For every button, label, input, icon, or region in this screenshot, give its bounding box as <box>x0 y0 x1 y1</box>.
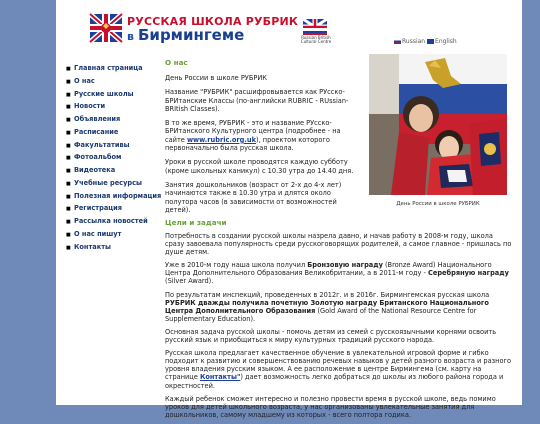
nav-item-useful-info[interactable]: ■ Полезная информация <box>66 190 158 203</box>
nav-item-announcements[interactable]: ■ Объявления <box>66 113 158 126</box>
main-content <box>165 58 361 220</box>
russia-flag-icon <box>394 39 401 44</box>
lesson-times-paragraph: Уроки в русской школе проводятся каждую субботу (кроме школьных каникул) с 10.30 утра до 14.40 дня. <box>165 158 354 175</box>
bullet-icon: ■ <box>66 91 71 98</box>
uk-flag-icon <box>427 39 434 44</box>
bullet-icon: ■ <box>66 193 71 200</box>
intro-paragraph: День России в школе РУБРИК <box>165 74 267 82</box>
goals-section <box>165 218 513 424</box>
bullet-icon: ■ <box>66 180 71 187</box>
bullet-icon: ■ <box>66 168 71 174</box>
logo-title: РУССКАЯ ШКОЛА РУБРИК <box>127 15 299 28</box>
cultural-centre-paragraph: В то же время, РУБРИК - это и название РУсско-БРИтанского Культурного центра (подробнее - на сайте www.rubric.org.uk), проектом которого первоначально была русская школа. <box>165 119 341 153</box>
bullet-icon: ■ <box>66 244 71 251</box>
rbcc-caption: Russian British Cultural Centre <box>300 35 332 44</box>
nav-item-video-library[interactable]: ■ Видеотека <box>66 164 158 177</box>
page-title: О нас <box>165 58 188 67</box>
nav-item-news[interactable]: ■ Новости <box>66 100 158 113</box>
bullet-icon: ■ <box>66 129 71 136</box>
bullet-icon: ■ <box>66 142 71 149</box>
nav-item-about[interactable]: ■ О нас <box>66 75 158 88</box>
gold-award-paragraph: По результатам инспекций, проведенных в 2012г. и в 2016г. Бирмингемская русская школа РУБРИК дважды получила почетную Золотую награду Британского Национального Центра Дополнительного Образования (Gold Award of the National Resource Centre for Supplementary Education). <box>165 290 490 323</box>
teaching-paragraph: Русская школа предлагает качественное обучение в увлекательной игровой форме и гибко подходит к развитию и совершенствованию речевых навыков у детей разного возраста и разного уровня владения русским языком. А ее расположение в центре Бирмингема (см. карту на странице Контакты") дает возможность легко добраться до школы из любого района города и окрестностей. <box>165 349 512 390</box>
nav-item-electives[interactable]: ■ Факультативы <box>66 139 158 152</box>
russia-day-photo <box>369 54 507 195</box>
bullet-icon: ■ <box>66 66 71 72</box>
nav-item-russian-schools[interactable]: ■ Русские школы <box>66 88 158 101</box>
nav-item-press[interactable]: ■ О нас пишут <box>66 228 158 241</box>
union-jack-logo-icon <box>90 14 122 42</box>
every-child-paragraph: Каждый ребенок сможет интересно и полезно провести время в русской школе, ведь помимо уроков для детей школьного возраста, у нас организованы увлекательные занятия для дошкольников, самому младшему из которых - всего полтора годика. <box>165 394 496 419</box>
rubric-website-link[interactable]: www.rubric.org.uk <box>186 135 256 144</box>
bullet-icon: ■ <box>66 155 71 162</box>
nav-item-schedule[interactable]: ■ Расписание <box>66 126 158 139</box>
nav-item-photo-album[interactable]: ■ Фотоальбом <box>66 151 158 164</box>
page <box>56 0 522 419</box>
logo-preposition: в <box>127 30 134 43</box>
language-switcher <box>394 38 457 45</box>
bullet-icon: ■ <box>66 104 71 111</box>
awards-paragraph: Уже в 2010-м году наша школа получил Бронзовую награду (Bronze Award) Национального Центра Дополнительного Образования Великобритании, а в 2011-м году - Серебряную награду (Silver Award). <box>165 261 509 286</box>
goals-heading: Цели и задачи <box>165 218 227 227</box>
main-goal-paragraph: Основная задача русской школы - помочь детям из семей с русскоязычными корнями освоить русский язык и приобщиться к миру культурных традиций русского народа. <box>165 327 497 345</box>
lang-english-link[interactable]: English <box>435 38 457 45</box>
nav-item-home[interactable]: ■ Главная страница <box>66 62 158 75</box>
bullet-icon: ■ <box>66 206 71 213</box>
contacts-link[interactable]: Контакты" <box>199 373 241 382</box>
goals-paragraph-1: Потребность в создании русской школы назрела давно, и начав работу в 2008-м году, школа сразу завоевала популярность среди русскоговорящих родителей, а самое главное - пришлась по душе детям. <box>165 232 512 257</box>
logo-city: Бирмингеме <box>138 26 245 44</box>
nav-item-learning-resources[interactable]: ■ Учебные ресурсы <box>66 177 158 190</box>
bullet-icon: ■ <box>66 117 71 123</box>
bullet-icon: ■ <box>66 231 71 238</box>
lang-russian-link[interactable]: Russian <box>402 38 426 45</box>
photo-caption: День России в школе РУБРИК <box>396 201 480 207</box>
bullet-icon: ■ <box>66 78 71 85</box>
bullet-icon: ■ <box>66 219 71 225</box>
nav-item-registration[interactable]: ■ Регистрация <box>66 202 158 215</box>
preschool-paragraph: Занятия дошкольников (возраст от 2-х до 4-х лет) начинаются также в 10.30 утра и длятся около полутора часов (в зависимости от возможностей детей). <box>165 180 342 214</box>
nav-item-newsletter[interactable]: ■ Рассылка новостей <box>66 215 158 228</box>
sidebar-nav <box>66 62 162 253</box>
nav-item-contacts[interactable]: ■ Контакты <box>66 241 158 254</box>
site-logo[interactable] <box>90 14 299 44</box>
name-meaning-paragraph: Название "РУБРИК" расшифровывается как РУсско-БРИтанские Классы (по-английски RUBRIC - RUssian-BRItish Classes). <box>165 88 349 113</box>
